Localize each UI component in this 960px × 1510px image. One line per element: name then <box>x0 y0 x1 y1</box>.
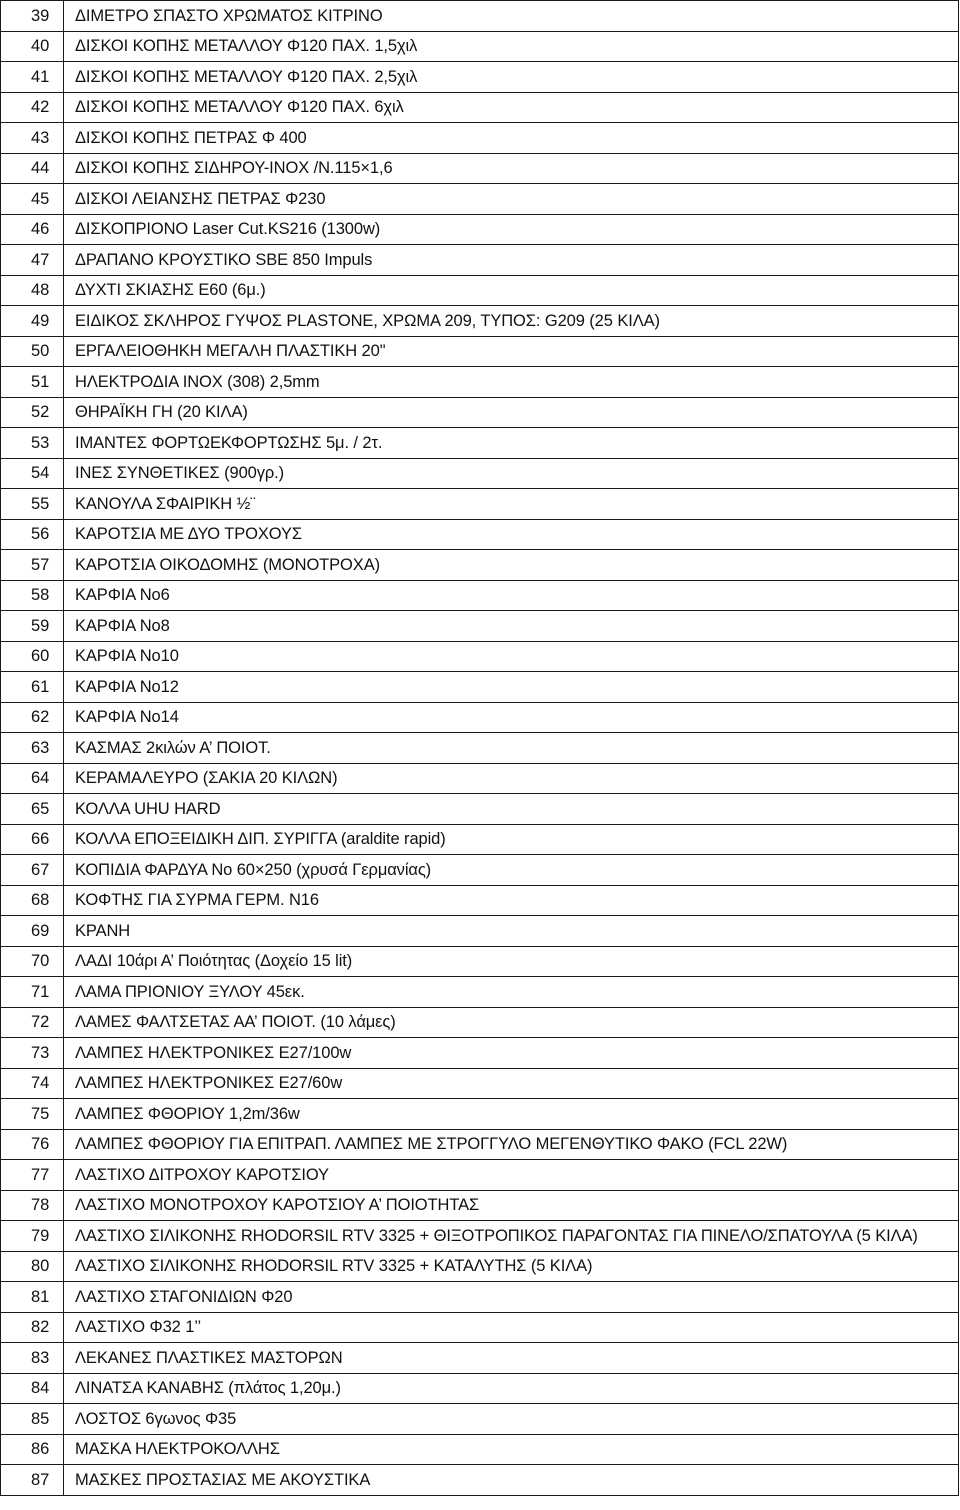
item-description: ΛΑΜΠΕΣ ΦΘΟΡΙΟΥ 1,2m/36w <box>64 1099 959 1130</box>
table-row <box>1 702 959 733</box>
row-number: 63 <box>1 733 64 764</box>
item-description: ΛΑΣΤΙΧΟ ΣΙΛΙΚΟΝΗΣ RHODORSIL RTV 3325 + ΘΙΞΟΤΡΟΠΙΚΟΣ ΠΑΡΑΓΟΝΤΑΣ ΓΙΑ ΠΙΝΕΛΟ/ΣΠΑΤΟΥΛΑ (5 ΚΙΛΑ) <box>64 1221 959 1252</box>
item-description: ΛΑΜΠΕΣ ΗΛΕΚΤΡΟΝΙΚΕΣ Ε27/100w <box>64 1038 959 1069</box>
row-number: 85 <box>1 1404 64 1435</box>
row-number: 54 <box>1 458 64 489</box>
table-row <box>1 1068 959 1099</box>
item-description: ΛΑΜΑ ΠΡΙΟΝΙΟΥ ΞΥΛΟΥ 45εκ. <box>64 977 959 1008</box>
table-row <box>1 855 959 886</box>
item-description: ΛΑΜΠΕΣ ΗΛΕΚΤΡΟΝΙΚΕΣ Ε27/60w <box>64 1068 959 1099</box>
row-number: 68 <box>1 885 64 916</box>
table-row <box>1 1038 959 1069</box>
row-number: 62 <box>1 702 64 733</box>
item-description: ΚΑΡΟΤΣΙΑ ΜΕ ΔΥΟ ΤΡΟΧΟΥΣ <box>64 519 959 550</box>
item-description: ΚΑΡΟΤΣΙΑ ΟΙΚΟΔΟΜΗΣ (ΜΟΝΟΤΡΟΧΑ) <box>64 550 959 581</box>
item-description: ΔΙΣΚΟΠΡΙΟΝΟ Laser Cut.KS216 (1300w) <box>64 214 959 245</box>
row-number: 46 <box>1 214 64 245</box>
table-row <box>1 1221 959 1252</box>
item-description: ΛΑΣΤΙΧΟ ΜΟΝΟΤΡΟΧΟΥ ΚΑΡΟΤΣΙΟΥ Α’ ΠΟΙΟΤΗΤΑΣ <box>64 1190 959 1221</box>
row-number: 65 <box>1 794 64 825</box>
row-number: 40 <box>1 31 64 62</box>
row-number: 86 <box>1 1434 64 1465</box>
item-description: ΛΟΣΤΟΣ 6γωνος Φ35 <box>64 1404 959 1435</box>
table-row <box>1 946 959 977</box>
item-description: ΛΑΣΤΙΧΟ Φ32 1’’ <box>64 1312 959 1343</box>
item-description: ΛΙΝΑΤΣΑ ΚΑΝΑΒΗΣ (πλάτος 1,20μ.) <box>64 1373 959 1404</box>
row-number: 84 <box>1 1373 64 1404</box>
row-number: 57 <box>1 550 64 581</box>
table-row <box>1 489 959 520</box>
row-number: 58 <box>1 580 64 611</box>
row-number: 44 <box>1 153 64 184</box>
row-number: 82 <box>1 1312 64 1343</box>
item-description: ΚΕΡΑΜΑΛΕΥΡΟ (ΣΑΚΙΑ 20 ΚΙΛΩΝ) <box>64 763 959 794</box>
item-description: ΛΑΣΤΙΧΟ ΣΙΛΙΚΟΝΗΣ RHODORSIL RTV 3325 + ΚΑΤΑΛΥΤΗΣ (5 ΚΙΛΑ) <box>64 1251 959 1282</box>
table-row <box>1 794 959 825</box>
table-row <box>1 397 959 428</box>
table-row <box>1 367 959 398</box>
row-number: 42 <box>1 92 64 123</box>
item-description: ΔΙΣΚΟΙ ΚΟΠΗΣ ΜΕΤΑΛΛΟΥ Φ120 ΠΑΧ. 1,5χιλ <box>64 31 959 62</box>
row-number: 39 <box>1 1 64 32</box>
table-row <box>1 1007 959 1038</box>
item-description: ΔΙΣΚΟΙ ΚΟΠΗΣ ΠΕΤΡΑΣ Φ 400 <box>64 123 959 154</box>
row-number: 61 <box>1 672 64 703</box>
table-row <box>1 1465 959 1496</box>
row-number: 71 <box>1 977 64 1008</box>
row-number: 47 <box>1 245 64 276</box>
item-description: ΔΙΣΚΟΙ ΚΟΠΗΣ ΜΕΤΑΛΛΟΥ Φ120 ΠΑΧ. 2,5χιλ <box>64 62 959 93</box>
item-description: ΚΑΡΦΙΑ Νο6 <box>64 580 959 611</box>
item-description: ΚΟΛΛΑ ΕΠΟΞΕΙΔΙΚΗ ΔΙΠ. ΣΥΡΙΓΓΑ (araldite rapid) <box>64 824 959 855</box>
table-row <box>1 1404 959 1435</box>
item-description: ΚΟΠΙΔΙΑ ΦΑΡΔΥΑ Νο 60×250 (χρυσά Γερμανίας) <box>64 855 959 886</box>
table-row <box>1 336 959 367</box>
row-number: 52 <box>1 397 64 428</box>
table-row <box>1 245 959 276</box>
table-row <box>1 275 959 306</box>
table-row <box>1 672 959 703</box>
table-row <box>1 1129 959 1160</box>
item-description: ΙΜΑΝΤΕΣ ΦΟΡΤΩΕΚΦΟΡΤΩΣΗΣ 5μ. / 2τ. <box>64 428 959 459</box>
row-number: 73 <box>1 1038 64 1069</box>
item-description: ΚΟΛΛΑ UHU HARD <box>64 794 959 825</box>
item-description: ΔΥΧΤΙ ΣΚΙΑΣΗΣ Ε60 (6μ.) <box>64 275 959 306</box>
row-number: 45 <box>1 184 64 215</box>
row-number: 81 <box>1 1282 64 1313</box>
row-number: 70 <box>1 946 64 977</box>
row-number: 50 <box>1 336 64 367</box>
row-number: 59 <box>1 611 64 642</box>
table-row <box>1 306 959 337</box>
row-number: 80 <box>1 1251 64 1282</box>
item-description: ΔΡΑΠΑΝΟ ΚΡΟΥΣΤΙΚΟ SBE 850 Impuls <box>64 245 959 276</box>
item-description: ΚΟΦΤΗΣ ΓΙΑ ΣΥΡΜΑ ΓΕΡΜ. Ν16 <box>64 885 959 916</box>
item-description: ΛΑΔΙ 10άρι Α’ Ποιότητας (Δοχείο 15 lit) <box>64 946 959 977</box>
table-row <box>1 519 959 550</box>
item-description: ΙΝΕΣ ΣΥΝΘΕΤΙΚΕΣ (900γρ.) <box>64 458 959 489</box>
table-row <box>1 763 959 794</box>
table-row <box>1 580 959 611</box>
table-row <box>1 885 959 916</box>
row-number: 74 <box>1 1068 64 1099</box>
item-description: ΚΑΝΟΥΛΑ ΣΦΑΙΡΙΚΗ ½¨ <box>64 489 959 520</box>
table-row <box>1 1434 959 1465</box>
table-row <box>1 153 959 184</box>
item-description: ΛΑΣΤΙΧΟ ΣΤΑΓΟΝΙΔΙΩΝ Φ20 <box>64 1282 959 1313</box>
row-number: 87 <box>1 1465 64 1496</box>
row-number: 76 <box>1 1129 64 1160</box>
item-description: ΘΗΡΑΪΚΗ ΓΗ (20 ΚΙΛΑ) <box>64 397 959 428</box>
table-row <box>1 1343 959 1374</box>
item-description: ΜΑΣΚΑ ΗΛΕΚΤΡΟΚΟΛΛΗΣ <box>64 1434 959 1465</box>
table-row <box>1 428 959 459</box>
row-number: 75 <box>1 1099 64 1130</box>
item-description: ΛΑΜΕΣ ΦΑΛΤΣΕΤΑΣ ΑΑ’ ΠΟΙΟΤ. (10 λάμες) <box>64 1007 959 1038</box>
item-description: ΛΑΣΤΙΧΟ ΔΙΤΡΟΧΟΥ ΚΑΡΟΤΣΙΟΥ <box>64 1160 959 1191</box>
item-description: ΔΙΣΚΟΙ ΚΟΠΗΣ ΣΙΔΗΡΟΥ-ΙΝΟΧ /Ν.115×1,6 <box>64 153 959 184</box>
row-number: 72 <box>1 1007 64 1038</box>
item-description: ΛΕΚΑΝΕΣ ΠΛΑΣΤΙΚΕΣ ΜΑΣΤΟΡΩΝ <box>64 1343 959 1374</box>
item-description: ΕΙΔΙΚΟΣ ΣΚΛΗΡΟΣ ΓΥΨΟΣ PLASTONE, ΧΡΩΜΑ 209, ΤΥΠΟΣ: G209 (25 ΚΙΛΑ) <box>64 306 959 337</box>
row-number: 66 <box>1 824 64 855</box>
table-row <box>1 1160 959 1191</box>
table-row <box>1 733 959 764</box>
row-number: 77 <box>1 1160 64 1191</box>
item-description: ΚΑΡΦΙΑ Νο10 <box>64 641 959 672</box>
row-number: 48 <box>1 275 64 306</box>
row-number: 60 <box>1 641 64 672</box>
items-table-body <box>1 1 959 1496</box>
row-number: 83 <box>1 1343 64 1374</box>
item-description: ΚΑΡΦΙΑ Νο12 <box>64 672 959 703</box>
item-description: ΔΙΜΕΤΡΟ ΣΠΑΣΤΟ ΧΡΩΜΑΤΟΣ ΚΙΤΡΙΝΟ <box>64 1 959 32</box>
table-row <box>1 611 959 642</box>
table-row <box>1 977 959 1008</box>
item-description: ΗΛΕΚΤΡΟΔΙΑ ΙΝΟΧ (308) 2,5mm <box>64 367 959 398</box>
row-number: 51 <box>1 367 64 398</box>
row-number: 49 <box>1 306 64 337</box>
item-description: ΚΑΡΦΙΑ Νο8 <box>64 611 959 642</box>
table-row <box>1 1 959 32</box>
row-number: 53 <box>1 428 64 459</box>
table-row <box>1 550 959 581</box>
table-row <box>1 1190 959 1221</box>
table-row <box>1 62 959 93</box>
table-row <box>1 184 959 215</box>
row-number: 64 <box>1 763 64 794</box>
row-number: 43 <box>1 123 64 154</box>
item-description: ΚΡΑΝΗ <box>64 916 959 947</box>
row-number: 69 <box>1 916 64 947</box>
row-number: 55 <box>1 489 64 520</box>
item-description: ΛΑΜΠΕΣ ΦΘΟΡΙΟΥ ΓΙΑ ΕΠΙΤΡΑΠ. ΛΑΜΠΕΣ ΜΕ ΣΤΡΟΓΓΥΛΟ ΜΕΓΕΝΘΥΤΙΚΟ ΦΑΚΟ (FCL 22W) <box>64 1129 959 1160</box>
table-row <box>1 1251 959 1282</box>
table-row <box>1 1312 959 1343</box>
table-row <box>1 1373 959 1404</box>
item-description: ΔΙΣΚΟΙ ΛΕΙΑΝΣΗΣ ΠΕΤΡΑΣ Φ230 <box>64 184 959 215</box>
row-number: 78 <box>1 1190 64 1221</box>
item-description: ΚΑΡΦΙΑ Νο14 <box>64 702 959 733</box>
item-description: ΜΑΣΚΕΣ ΠΡΟΣΤΑΣΙΑΣ ΜΕ ΑΚΟΥΣΤΙΚΑ <box>64 1465 959 1496</box>
table-row <box>1 31 959 62</box>
table-row <box>1 92 959 123</box>
item-description: ΔΙΣΚΟΙ ΚΟΠΗΣ ΜΕΤΑΛΛΟΥ Φ120 ΠΑΧ. 6χιλ <box>64 92 959 123</box>
item-description: ΚΑΣΜΑΣ 2κιλών Α’ ΠΟΙΟΤ. <box>64 733 959 764</box>
table-row <box>1 1282 959 1313</box>
table-row <box>1 824 959 855</box>
table-row <box>1 1099 959 1130</box>
table-row <box>1 214 959 245</box>
table-row <box>1 916 959 947</box>
table-row <box>1 458 959 489</box>
row-number: 41 <box>1 62 64 93</box>
item-description: ΕΡΓΑΛΕΙΟΘΗΚΗ ΜΕΓΑΛΗ ΠΛΑΣΤΙΚΗ 20" <box>64 336 959 367</box>
table-row <box>1 641 959 672</box>
row-number: 79 <box>1 1221 64 1252</box>
table-row <box>1 123 959 154</box>
row-number: 56 <box>1 519 64 550</box>
row-number: 67 <box>1 855 64 886</box>
